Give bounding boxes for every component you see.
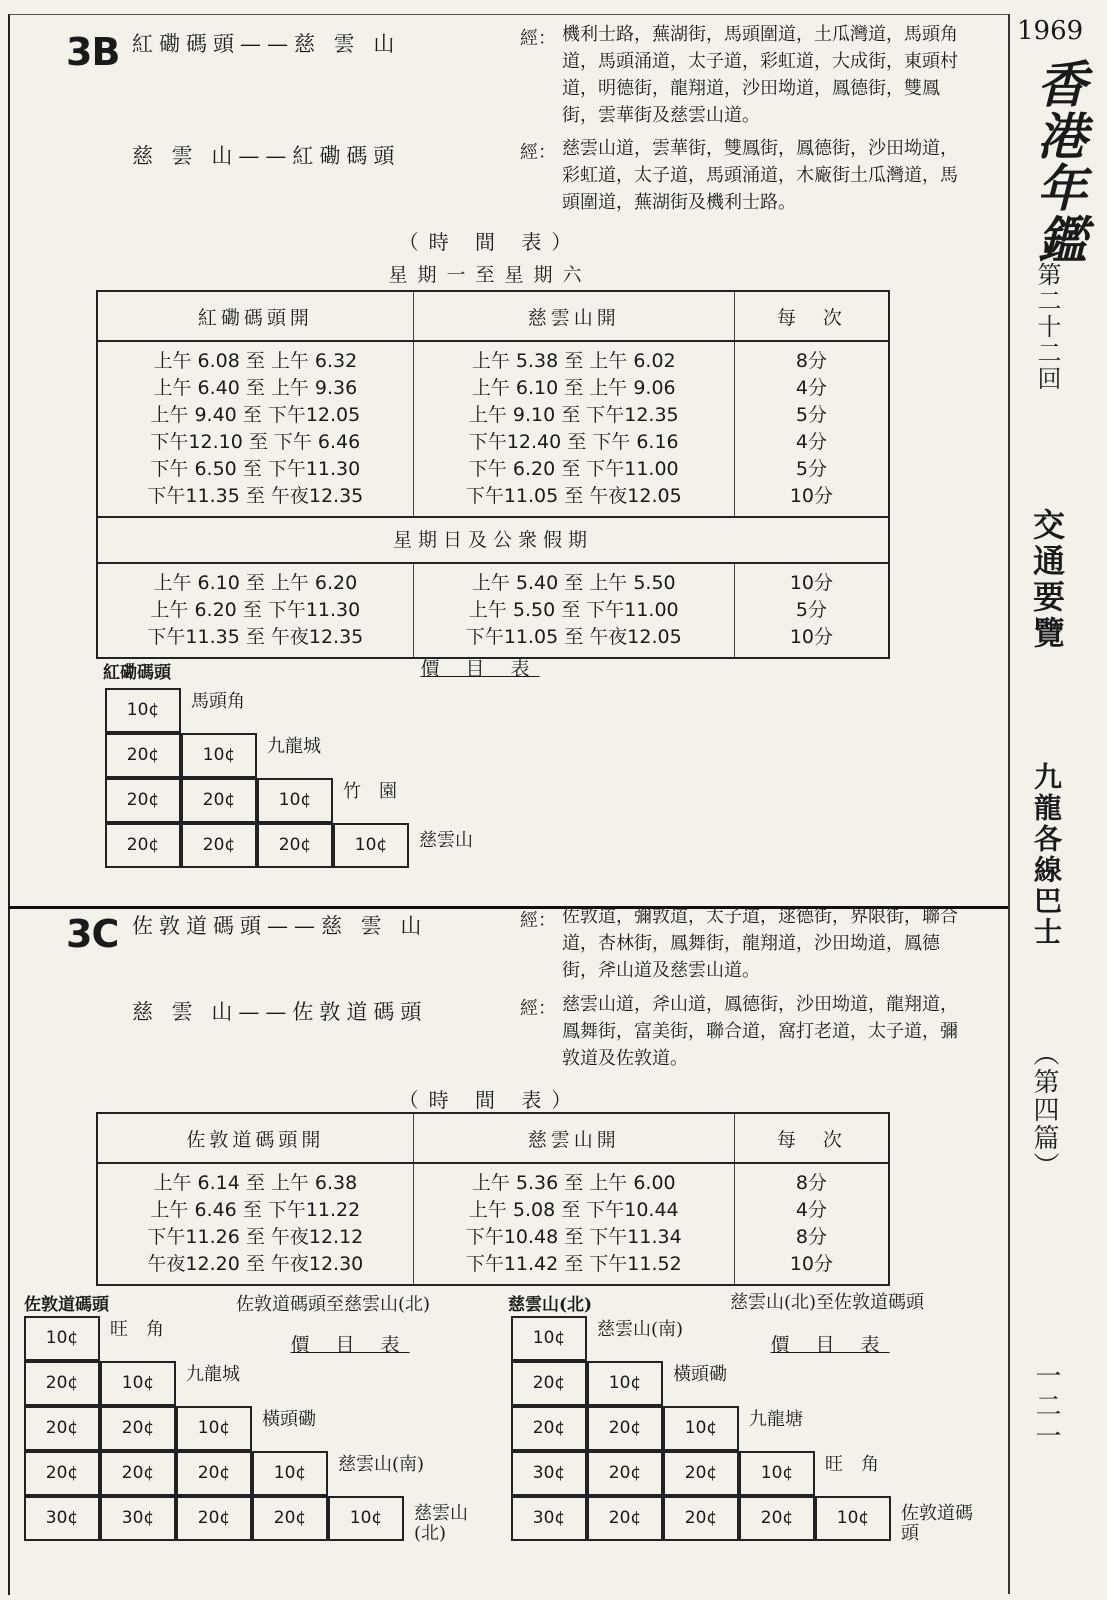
destination-times: 上午 5.38 至 上午 6.02: [413, 341, 734, 375]
timetable-row: [97, 456, 889, 483]
fare-cell: 20¢: [739, 1496, 815, 1541]
origin-times: 下午11.26 至 午夜12.12: [97, 1224, 413, 1251]
route-return-via: 慈雲山道，雲華街，雙鳳街，鳳德街，沙田坳道，彩虹道，太子道，馬頭涌道，木廠街土瓜灣道，馬頭圍道，蕪湖街及機利士路。: [562, 138, 958, 213]
fare-cell: 10¢: [181, 733, 257, 778]
frequency: 10分: [789, 485, 833, 507]
fare-cell: 20¢: [663, 1451, 739, 1496]
destination-times: 上午 5.08 至 下午10.44: [413, 1197, 734, 1224]
fare-right-title: 慈雲山(北)至佐敦道碼頭: [730, 1292, 925, 1313]
frequency: 4分: [795, 377, 827, 399]
destination-times: 上午 5.36 至 上午 6.00: [413, 1163, 734, 1197]
fare-cell: 10¢: [328, 1496, 404, 1541]
route-outbound-name: 佐敦道碼頭——慈 雲 山: [132, 914, 428, 938]
destination-times: 上午 6.10 至 上午 9.06: [413, 375, 734, 402]
weekday-label: 星期一至星期六: [388, 264, 592, 286]
origin-times: 上午 6.46 至 下午11.22: [97, 1197, 413, 1224]
sidebar-edition: 第二十二回: [1033, 262, 1061, 392]
fare-cell: 10¢: [333, 823, 409, 868]
fare-cell: 10¢: [257, 778, 333, 823]
fare-cell: 30¢: [511, 1451, 587, 1496]
frequency: 8分: [795, 350, 827, 372]
frequency: 8分: [795, 1172, 827, 1194]
frequency: 4分: [795, 1199, 827, 1221]
route-number: 3C: [66, 912, 119, 956]
timetable-row: [97, 341, 889, 375]
fare-cell: 20¢: [181, 823, 257, 868]
via-label: 經：: [520, 28, 556, 49]
destination-times: 上午 5.40 至 上午 5.50: [413, 563, 734, 597]
fare-stop-label: 竹 園: [343, 780, 397, 802]
timetable-row: [97, 402, 889, 429]
destination-times: 下午11.42 至 下午11.52: [413, 1251, 734, 1285]
header-frequency: 每 次: [734, 1113, 889, 1163]
fare-right-origin: 慈雲山(北): [508, 1295, 593, 1315]
timetable-title: （時 間 表）: [398, 1088, 582, 1112]
fare-cell: 20¢: [176, 1451, 252, 1496]
route-return-name: 慈 雲 山——佐敦道碼頭: [132, 1000, 428, 1024]
frequency: 10分: [789, 1253, 833, 1275]
fare-cell: 10¢: [24, 1316, 100, 1361]
fare-stop-label: 慈雲山(南): [338, 1453, 425, 1475]
timetable-title: （時 間 表）: [398, 230, 582, 254]
fare-cell: 10¢: [815, 1496, 891, 1541]
via-label: 經：: [520, 142, 556, 163]
fare-cell: 20¢: [105, 778, 181, 823]
fare-stop-label: 九龍塘: [749, 1408, 803, 1430]
timetable-row: [97, 563, 889, 597]
fare-cell: 20¢: [100, 1406, 176, 1451]
fare-cell: 10¢: [587, 1361, 663, 1406]
sidebar-section: 交通要覽: [1028, 508, 1066, 652]
sidebar-title: 香港年鑑: [1029, 58, 1088, 266]
fare-stop-label: 旺 角: [110, 1318, 164, 1340]
holiday-label: 星期日及公衆假期: [97, 517, 889, 563]
fare-cell: 20¢: [511, 1361, 587, 1406]
timetable-3b: [96, 290, 890, 659]
route-return-via: 慈雲山道，斧山道，鳳德街，沙田坳道，龍翔道，鳳舞街，富美街，聯合道，窩打老道，太子道，彌敦道及佐敦道。: [562, 994, 958, 1069]
fare-stop-label: 慈雲山: [419, 830, 473, 851]
fare-cell: 20¢: [511, 1406, 587, 1451]
fare-cell: 30¢: [24, 1496, 100, 1541]
origin-times: 下午12.10 至 下午 6.46: [97, 429, 413, 456]
fare-cell: 20¢: [587, 1451, 663, 1496]
destination-times: 下午11.05 至 午夜12.05: [413, 624, 734, 658]
route-return-name: 慈 雲 山——紅磡碼頭: [132, 144, 401, 168]
sidebar-year: 1969: [1017, 16, 1084, 46]
frequency: 10分: [789, 572, 833, 594]
frequency: 5分: [795, 599, 827, 621]
fare-stop-label: 橫頭磡: [262, 1408, 316, 1430]
header-destination: 慈雲山開: [413, 291, 734, 341]
origin-times: 上午 6.40 至 上午 9.36: [97, 375, 413, 402]
fare-cell: 20¢: [24, 1451, 100, 1496]
fare-stop-label: 慈雲山(北): [414, 1503, 468, 1544]
destination-times: 上午 5.50 至 下午11.00: [413, 597, 734, 624]
timetable-row: [97, 1251, 889, 1285]
sidebar-divider: [1008, 14, 1010, 1594]
sidebar-page-number: 一二一: [1031, 1362, 1061, 1452]
fare-cell: 30¢: [511, 1496, 587, 1541]
route-outbound-via: 機利士路，蕪湖街，馬頭圍道，土瓜灣道，馬頭角道，馬頭涌道，太子道，彩虹道，大成街，東頭村道，明德街，龍翔道，沙田坳道，鳳德街，雙鳳街，雲華街及慈雲山道。: [562, 24, 958, 126]
header-destination: 慈雲山開: [413, 1113, 734, 1163]
timetable-row: [97, 1197, 889, 1224]
header-frequency: 每 次: [734, 291, 889, 341]
origin-times: 午夜12.20 至 午夜12.30: [97, 1251, 413, 1285]
fare-cell: 20¢: [176, 1496, 252, 1541]
timetable-row: [97, 483, 889, 517]
origin-times: 上午 6.14 至 上午 6.38: [97, 1163, 413, 1197]
sidebar-subsection: 九龍各線巴士: [1030, 762, 1063, 948]
fare-stop-label: 旺 角: [825, 1453, 879, 1475]
via-label: 經：: [520, 910, 556, 931]
timetable-row: [97, 375, 889, 402]
destination-times: 下午12.40 至 下午 6.16: [413, 429, 734, 456]
fare-cell: 20¢: [100, 1451, 176, 1496]
timetable-3c: [96, 1112, 890, 1286]
timetable-row: [97, 624, 889, 658]
origin-times: 上午 6.10 至 上午 6.20: [97, 563, 413, 597]
fare-left-subtitle: 價 目 表: [290, 1334, 410, 1356]
fare-stop-label: 橫頭磡: [673, 1363, 727, 1385]
fare-stop-label: 九龍城: [186, 1363, 240, 1385]
origin-times: 上午 6.08 至 上午 6.32: [97, 341, 413, 375]
fare-cell: 10¢: [176, 1406, 252, 1451]
fare-cell: 10¢: [252, 1451, 328, 1496]
origin-times: 上午 9.40 至 下午12.05: [97, 402, 413, 429]
fare-cell: 30¢: [100, 1496, 176, 1541]
header-origin: 佐敦道碼頭開: [97, 1113, 413, 1163]
route-number: 3B: [66, 30, 120, 74]
fare-cell: 10¢: [739, 1451, 815, 1496]
timetable-row: [97, 597, 889, 624]
fare-cell: 20¢: [24, 1361, 100, 1406]
origin-times: 下午 6.50 至 下午11.30: [97, 456, 413, 483]
fare-origin-stop: 紅磡碼頭: [103, 663, 171, 683]
timetable-row: [97, 429, 889, 456]
fare-cell: 20¢: [587, 1496, 663, 1541]
fare-cell: 20¢: [105, 823, 181, 868]
destination-times: 上午 9.10 至 下午12.35: [413, 402, 734, 429]
fare-stop-label: 慈雲山(南): [597, 1318, 684, 1340]
timetable-row: [97, 1224, 889, 1251]
fare-left-origin: 佐敦道碼頭: [24, 1295, 109, 1315]
frequency: 5分: [795, 458, 827, 480]
origin-times: 下午11.35 至 午夜12.35: [97, 483, 413, 517]
fare-cell: 20¢: [587, 1406, 663, 1451]
fare-stop-label: 九龍城: [267, 735, 321, 757]
fare-cell: 20¢: [663, 1496, 739, 1541]
via-label: 經：: [520, 998, 556, 1019]
sidebar-part: （第四篇）: [1029, 1040, 1059, 1180]
fare-stop-label: 馬頭角: [191, 690, 245, 712]
frequency: 5分: [795, 404, 827, 426]
fare-cell: 10¢: [105, 688, 181, 733]
frequency: 8分: [795, 1226, 827, 1248]
destination-times: 下午10.48 至 下午11.34: [413, 1224, 734, 1251]
fare-cell: 10¢: [100, 1361, 176, 1406]
fare-left-title: 佐敦道碼頭至慈雲山(北): [236, 1294, 431, 1315]
fare-cell: 10¢: [511, 1316, 587, 1361]
route-outbound-via: 佐敦道，彌敦道，太子道，逑德街，界限街，聯合道，杏林街，鳳舞街，龍翔道，沙田坳道，鳳德街，斧山道及慈雲山道。: [562, 906, 958, 981]
fare-cell: 20¢: [24, 1406, 100, 1451]
fare-cell: 20¢: [181, 778, 257, 823]
fare-cell: 10¢: [663, 1406, 739, 1451]
destination-times: 下午 6.20 至 下午11.00: [413, 456, 734, 483]
fare-right-subtitle: 價 目 表: [770, 1334, 890, 1356]
fare-cell: 20¢: [105, 733, 181, 778]
timetable-row: [97, 1163, 889, 1197]
origin-times: 上午 6.20 至 下午11.30: [97, 597, 413, 624]
fare-title: 價 目 表: [420, 658, 540, 680]
origin-times: 下午11.35 至 午夜12.35: [97, 624, 413, 658]
header-origin: 紅磡碼頭開: [97, 291, 413, 341]
route-outbound-name: 紅磡碼頭——慈 雲 山: [132, 32, 401, 56]
fare-cell: 20¢: [252, 1496, 328, 1541]
fare-cell: 20¢: [257, 823, 333, 868]
frequency: 4分: [795, 431, 827, 453]
fare-stop-label: 佐敦道碼頭: [901, 1503, 973, 1544]
destination-times: 下午11.05 至 午夜12.05: [413, 483, 734, 517]
frequency: 10分: [789, 626, 833, 648]
